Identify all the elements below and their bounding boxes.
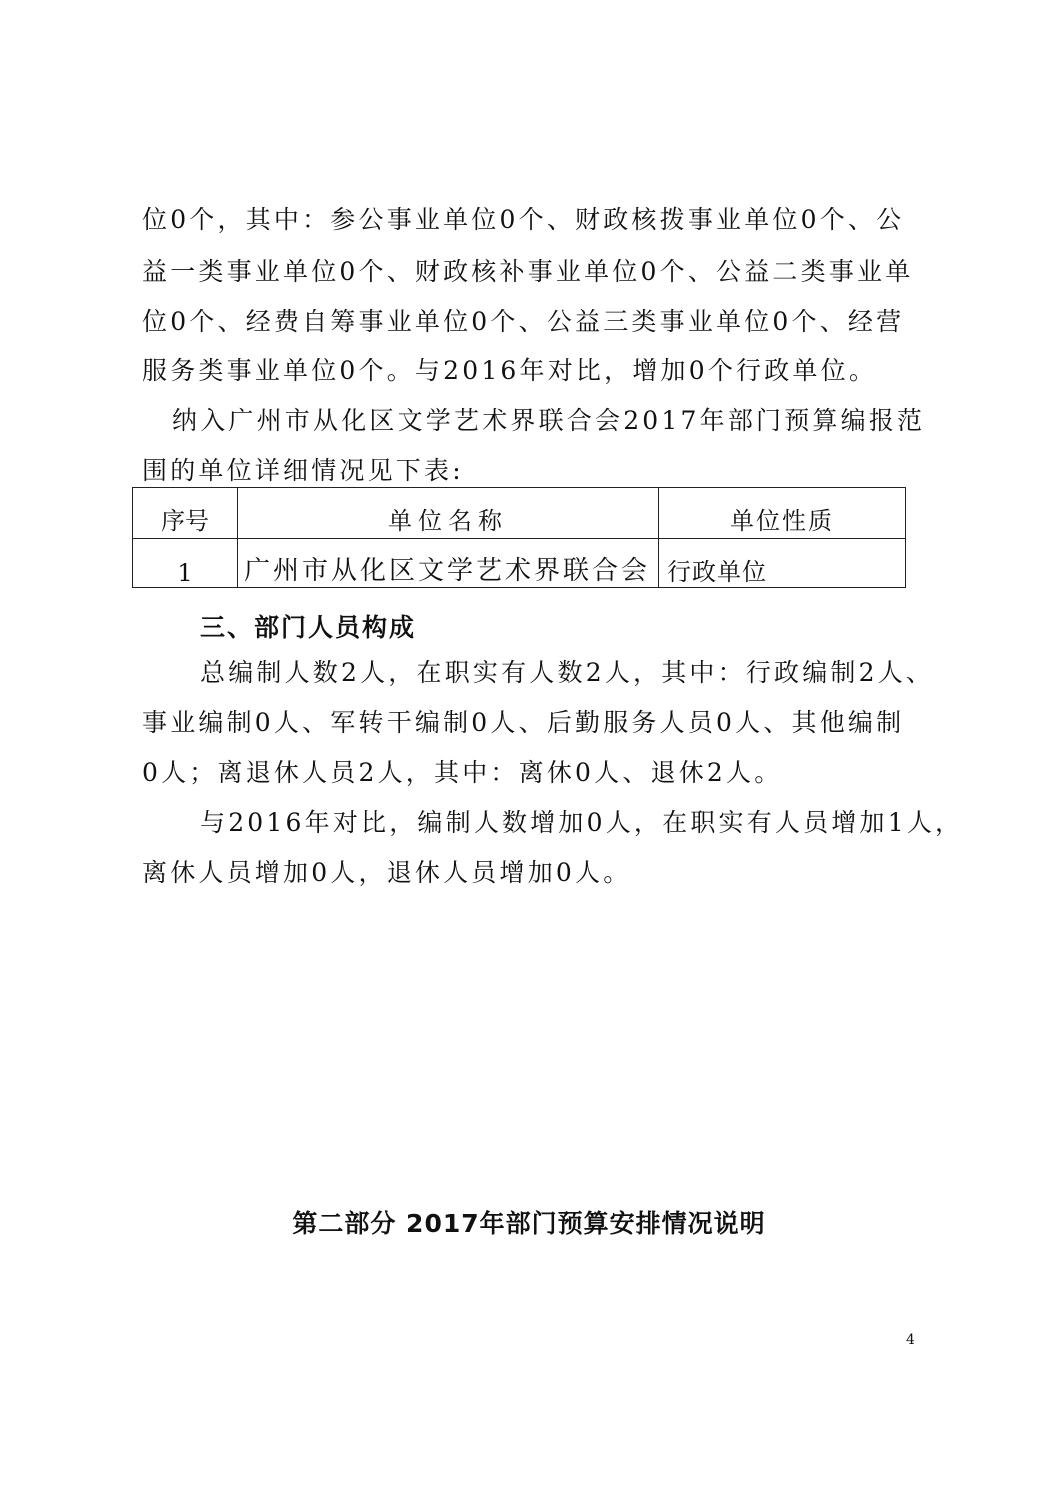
cell-seq: 1 (133, 539, 238, 588)
cell-unit-name: 广州市从化区文学艺术界联合会 (238, 539, 659, 588)
units-table (132, 487, 906, 588)
paragraph-line: 服务类事业单位0个。与2016年对比，增加0个行政单位。 (142, 356, 878, 385)
paragraph-line: 离休人员增加0人，退休人员增加0人。 (142, 858, 632, 887)
header-unit-name: 单位名称 (238, 488, 659, 539)
header-seq: 序号 (133, 488, 238, 539)
section-heading: 三、部门人员构成 (200, 613, 417, 642)
paragraph-line: 围的单位详细情况见下表: (142, 456, 464, 485)
cell-unit-type: 行政单位 (659, 539, 906, 588)
paragraph-line: 总编制人数2人，在职实有人数2人，其中：行政编制2人、 (200, 658, 935, 687)
table-header-row (133, 488, 906, 539)
paragraph-line: 益一类事业单位0个、财政核补事业单位0个、公益二类事业单 (142, 257, 914, 286)
paragraph-line: 位0个，其中：参公事业单位0个、财政核拨事业单位0个、公 (142, 205, 905, 234)
paragraph-line: 0人；离退休人员2人，其中：离休0人、退休2人。 (142, 758, 783, 787)
paragraph-line: 位0个、经费自筹事业单位0个、公益三类事业单位0个、经营 (142, 307, 905, 336)
paragraph-line: 事业编制0人、军转干编制0人、后勤服务人员0人、其他编制 (142, 708, 905, 737)
page-number: 4 (906, 1332, 915, 1348)
part-title: 第二部分 2017年部门预算安排情况说明 (292, 1209, 766, 1238)
paragraph-line: 纳入广州市从化区文学艺术界联合会2017年部门预算编报范 (172, 406, 926, 435)
table-row (133, 539, 906, 588)
paragraph-line: 与2016年对比，编制人数增加0人，在职实有人员增加1人， (200, 808, 964, 837)
header-unit-type: 单位性质 (659, 488, 906, 539)
